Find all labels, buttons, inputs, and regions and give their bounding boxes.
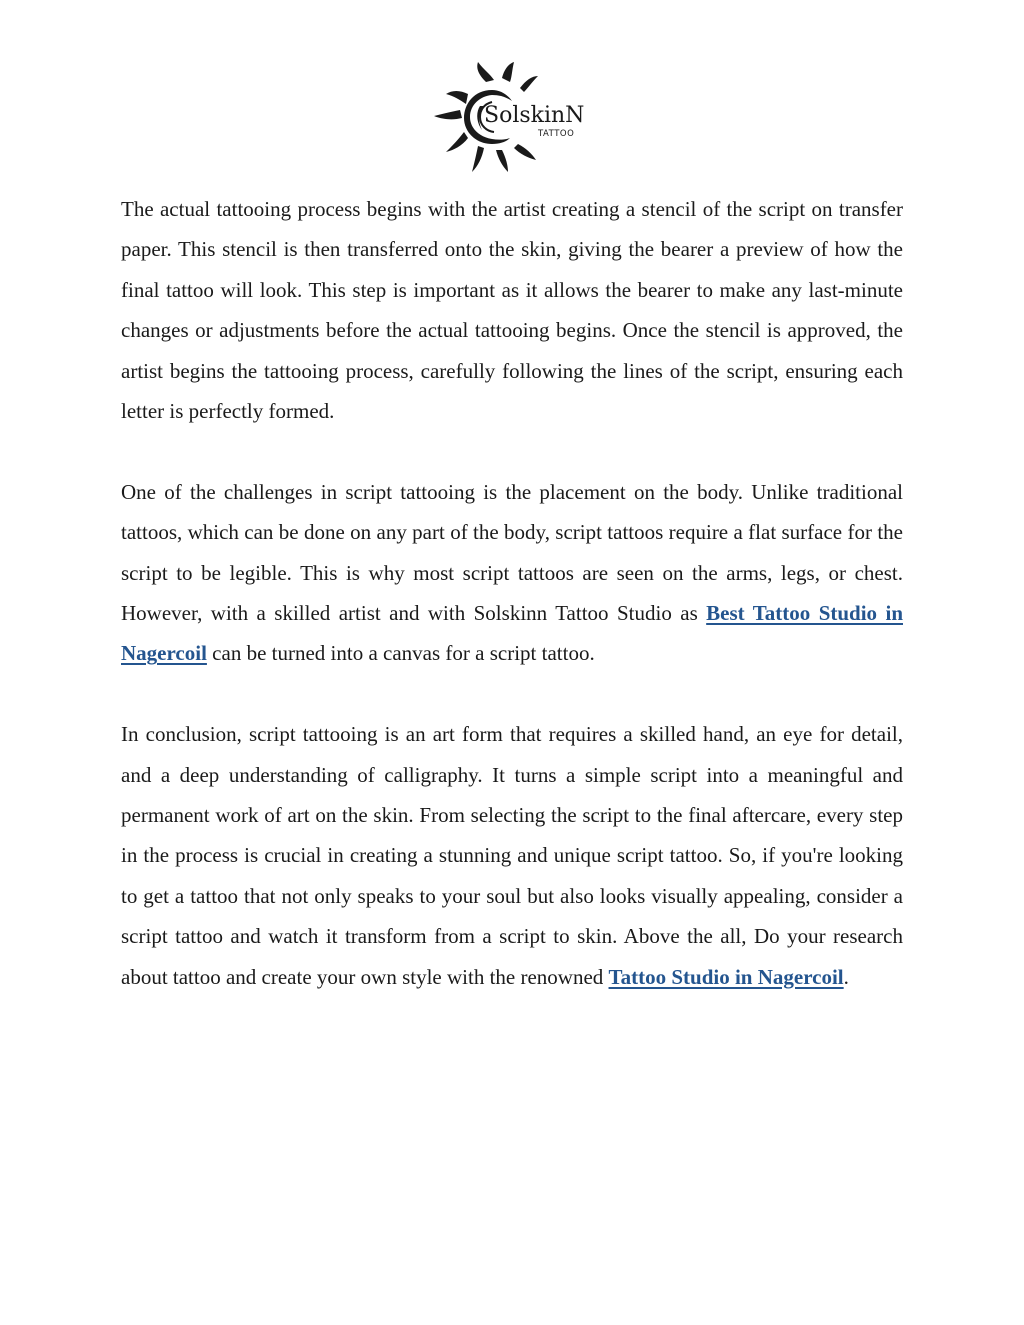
paragraph-placement [121,472,903,674]
article-body [121,189,903,997]
paragraph-placement-text-after: can be turned into a canvas for a script tattoo. [206,641,595,666]
logo-sub-text: TATTOO [538,129,575,139]
logo-brand-text: SolskinN [484,103,585,128]
paragraph-stencil: The actual tattooing process begins with the artist creating a stencil of the script on transfer paper. This stencil is then transferred onto the skin, giving the bearer a preview of how the final tattoo will look. This step is important as it allows the bearer to make any last-minute changes or adjustments before the actual tattooing begins. Once the stencil is approved, the artist begins the tattooing process, carefully following the lines of the script, ensuring each letter is perfectly formed. [121,197,903,424]
sun-tattoo-icon [428,60,604,174]
paragraph-conclusion-text-before: In conclusion, script tattooing is an art form that requires a skilled hand, an eye for detail, and a deep understanding of calligraphy. It turns a simple script into a meaningful and permanent work of art on the skin. From selecting the script to the final aftercare, every step in the process is crucial in creating a stunning and unique script tattoo. So, if you're looking to get a tattoo that not only speaks to your soul but also looks visually appealing, consider a script tattoo and watch it transform from a script to skin. Above the all, Do your research about tattoo and create your own style with the renowned [121,722,903,989]
paragraph-conclusion-text-after: . [843,964,849,989]
paragraph-placement-text-before: One of the challenges in script tattooing is the placement on the body. Unlike traditional tattoos, which can be done on any part of the body, script tattoos require a flat surface for the script to be legible. This is why most script tattoos are seen on the arms, legs, or chest. However, with a skilled artist and with Solskinn Tattoo Studio as [121,479,903,626]
best-tattoo-studio-link[interactable]: Best Tattoo Studio in Nagercoil [121,601,903,666]
tattoo-studio-link[interactable]: Tattoo Studio in Nagercoil [608,964,844,989]
paragraph-conclusion [121,714,903,997]
solskinn-logo [428,60,604,174]
